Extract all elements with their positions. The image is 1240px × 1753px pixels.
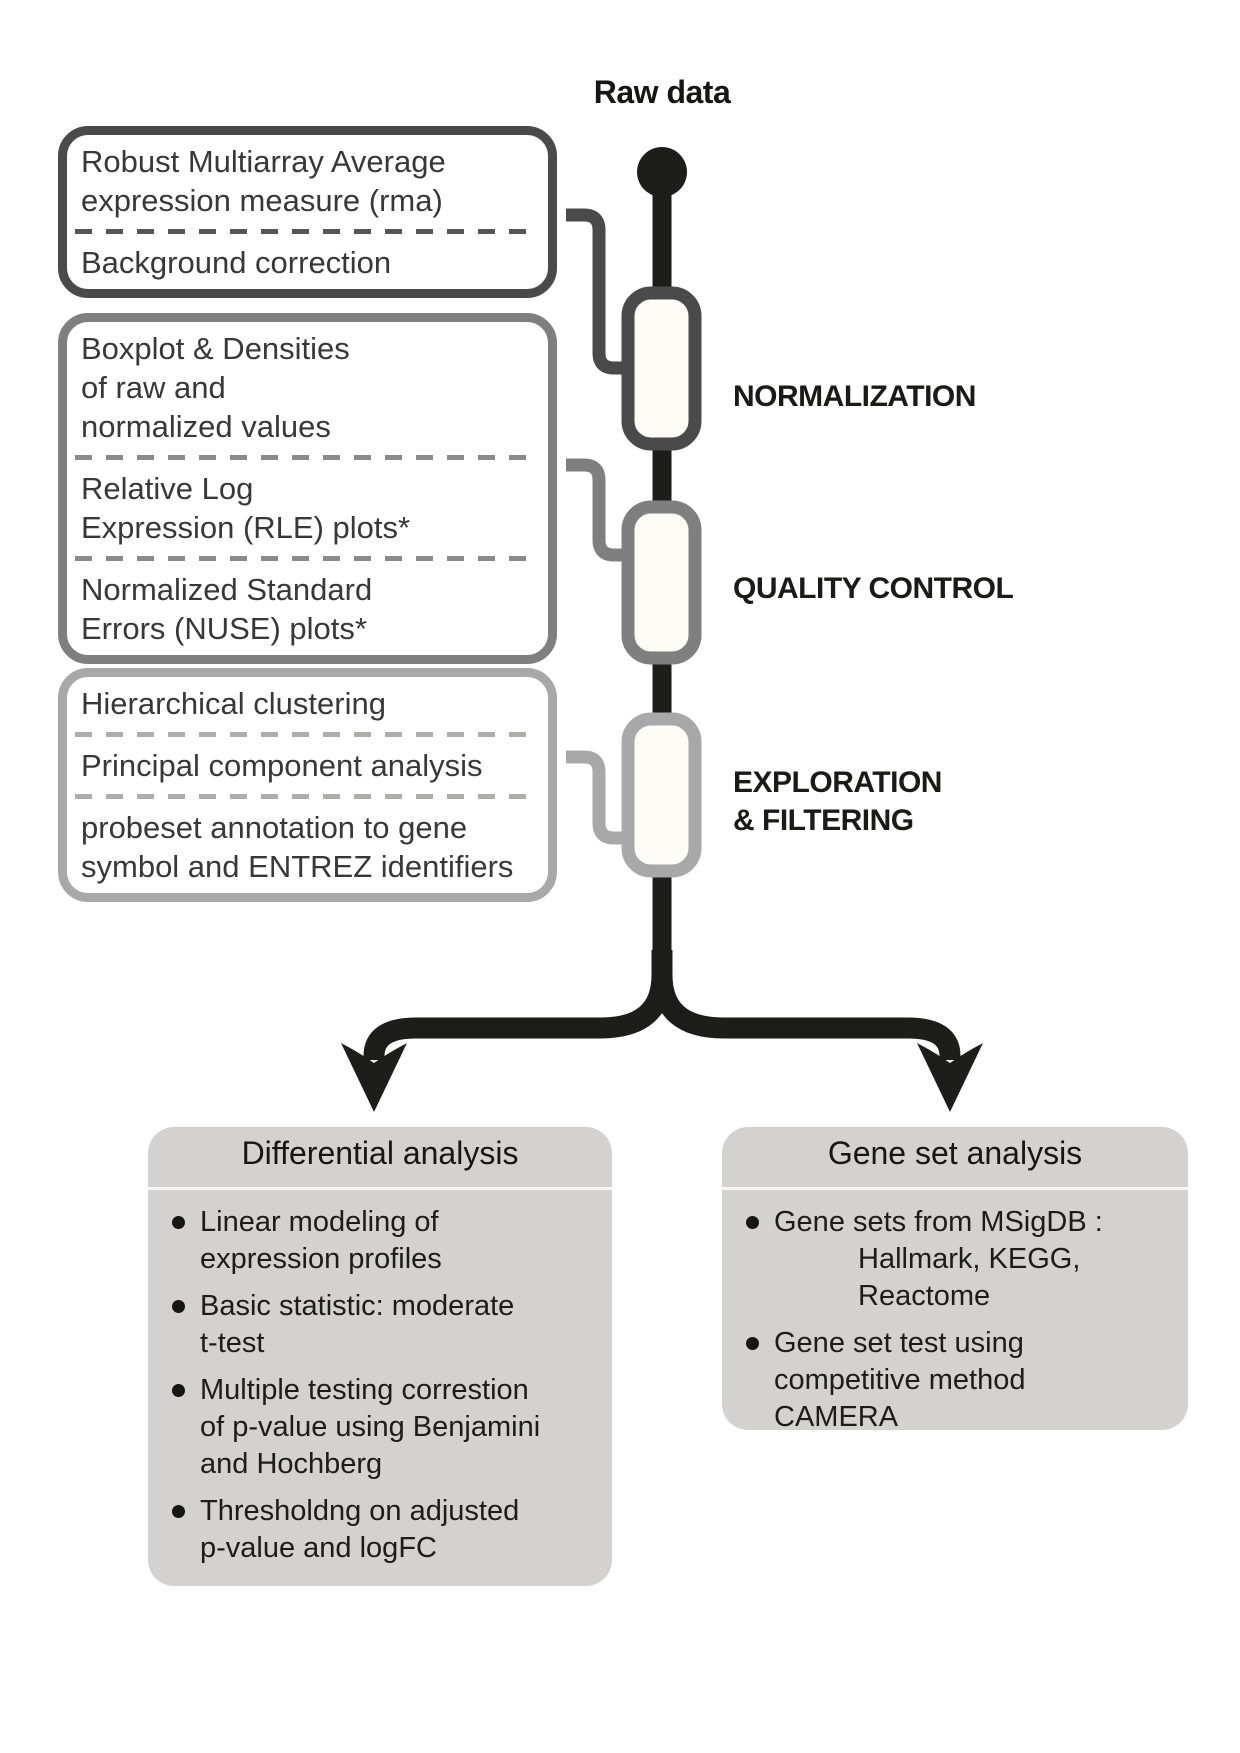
step-line: Boxplot & Densities [81, 331, 350, 366]
bullet-line: Linear modeling of [200, 1206, 439, 1238]
list-item [172, 1288, 600, 1362]
bullet-text [200, 1288, 514, 1362]
dashed-divider [75, 229, 540, 234]
step-section [67, 801, 548, 893]
raw-data-label: Raw data [593, 74, 731, 110]
bullet-text [200, 1493, 519, 1567]
step-line: of raw and [81, 370, 226, 405]
bullet-line: Reactome [858, 1280, 991, 1312]
bullet-list [148, 1190, 612, 1567]
list-item [172, 1372, 600, 1483]
panel-gene-set-analysis [722, 1127, 1188, 1430]
stage-label-normalization [733, 378, 976, 416]
bullet-text [774, 1325, 1025, 1430]
stage-label-line: QUALITY CONTROL [733, 572, 1014, 605]
bullet-line: Gene set test using [774, 1327, 1024, 1359]
stage-pill-quality-control [628, 507, 695, 658]
step-line: Expression (RLE) plots* [81, 510, 411, 545]
panel-differential-analysis [148, 1127, 612, 1586]
dashed-divider [75, 732, 540, 737]
step-section [67, 677, 548, 730]
bullet-line: Hallmark, KEGG, [858, 1243, 1081, 1275]
list-item [172, 1493, 600, 1567]
step-box-exploration-filtering [58, 668, 557, 902]
bullet-list [722, 1190, 1188, 1430]
raw-data-node-dot [637, 147, 687, 197]
stage-pill-exploration [628, 719, 695, 871]
step-box-quality-control [58, 313, 557, 664]
branch-arm-right [662, 975, 950, 1060]
branch-arm-left [374, 950, 662, 1060]
list-item [746, 1204, 1176, 1315]
bullet-line: t-test [200, 1327, 265, 1359]
step-section [67, 462, 548, 554]
bullet-line: expression profiles [200, 1243, 442, 1275]
stage-label-line: EXPLORATION [733, 766, 942, 799]
list-item [746, 1325, 1176, 1430]
panel-title: Gene set analysis [722, 1127, 1188, 1190]
bullet-line: competitive method [774, 1364, 1026, 1396]
step-line: Background correction [81, 245, 392, 280]
bullet-icon [172, 1372, 200, 1483]
bullet-line: Gene sets from MSigDB : [774, 1206, 1103, 1238]
stage-label-quality-control [733, 570, 1013, 608]
bullet-line: Basic statistic: moderate [200, 1290, 515, 1322]
step-line: probeset annotation to gene [81, 810, 468, 845]
dashed-divider [75, 794, 540, 799]
step-line: symbol and ENTREZ identifiers [81, 849, 514, 884]
step-line: Robust Multiarray Average [81, 144, 446, 179]
bullet-text [774, 1204, 1103, 1315]
bullet-icon [746, 1325, 774, 1430]
step-section [67, 236, 548, 289]
step-box-normalization [58, 126, 557, 298]
stage-pill-normalization [628, 293, 695, 444]
step-section [67, 563, 548, 655]
bullet-icon [172, 1288, 200, 1362]
step-line: Errors (NUSE) plots* [81, 611, 367, 646]
bullet-line: Thresholdng on adjusted [200, 1495, 520, 1527]
bullet-line: Multiple testing correstion [200, 1374, 529, 1406]
panel-title: Differential analysis [148, 1127, 612, 1190]
bullet-text [200, 1372, 540, 1483]
stage-label-line: NORMALIZATION [733, 380, 976, 413]
step-line: normalized values [81, 409, 331, 444]
step-line: Principal component analysis [81, 748, 483, 783]
bullet-line: of p-value using Benjamini [200, 1411, 541, 1443]
step-line: Relative Log [81, 471, 254, 506]
step-section [67, 135, 548, 227]
bullet-line: p-value and logFC [200, 1532, 437, 1564]
step-section [67, 322, 548, 453]
step-line: Hierarchical clustering [81, 686, 386, 721]
stage-label-exploration-filtering [733, 764, 942, 840]
list-item [172, 1204, 600, 1278]
bullet-text [200, 1204, 442, 1278]
dashed-divider [75, 556, 540, 561]
step-section [67, 739, 548, 792]
step-line: Normalized Standard [81, 572, 373, 607]
bullet-line: CAMERA [774, 1401, 899, 1430]
dashed-divider [75, 455, 540, 460]
bullet-line: and Hochberg [200, 1448, 383, 1480]
stage-label-line: & FILTERING [733, 804, 914, 837]
step-line: expression measure (rma) [81, 183, 443, 218]
bullet-icon [172, 1493, 200, 1567]
bullet-icon [172, 1204, 200, 1278]
bullet-icon [746, 1204, 774, 1315]
